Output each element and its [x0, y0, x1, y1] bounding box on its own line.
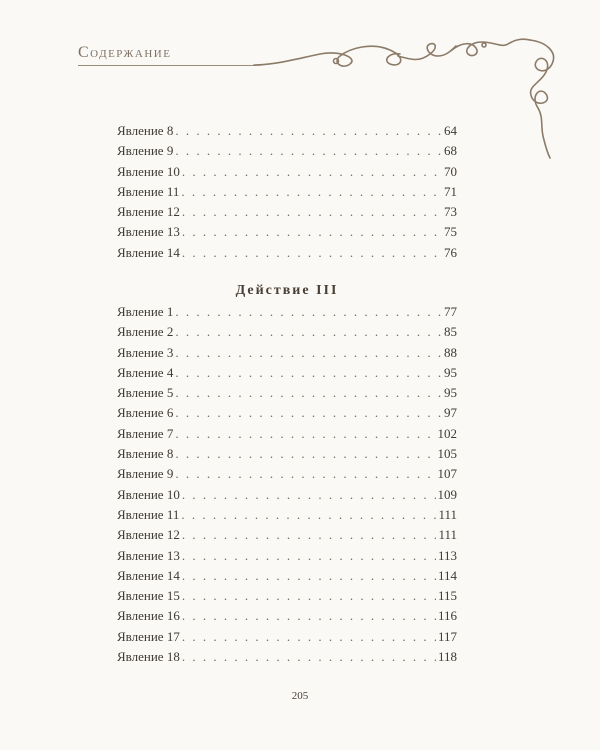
toc-entry[interactable]: [117, 525, 457, 545]
toc-entry-page: 75: [444, 224, 457, 240]
dot-leader: [175, 121, 442, 141]
dot-leader: [182, 647, 436, 667]
toc-entry-label: Явление 18: [117, 649, 180, 665]
toc-entry[interactable]: [117, 424, 457, 444]
dot-leader: [182, 222, 442, 242]
dot-leader: [175, 363, 442, 383]
toc-entry-page: 111: [438, 527, 457, 543]
toc-entry-label: Явление 3: [117, 344, 174, 360]
toc-entry-label: Явление 8: [117, 123, 174, 138]
toc-entry[interactable]: [117, 202, 457, 222]
toc-entry[interactable]: [117, 222, 457, 242]
toc-entry-page: 85: [444, 324, 457, 340]
toc-entry-label: Явление 1: [117, 304, 174, 319]
toc-entry-label: Явление 8: [117, 446, 174, 462]
toc-entry-page: 102: [437, 425, 457, 441]
dot-leader: [175, 424, 435, 444]
dot-leader: [182, 586, 436, 606]
act-heading: Действие III: [235, 283, 339, 298]
toc-entry[interactable]: [117, 606, 457, 626]
toc-group-act2-continued: [117, 121, 457, 263]
toc-entry[interactable]: [117, 343, 457, 363]
toc-entry[interactable]: [117, 505, 457, 525]
dot-leader: [175, 343, 442, 363]
dot-leader: [181, 505, 436, 525]
toc-entry-label: Явление 6: [117, 405, 174, 421]
toc-entry-page: 114: [437, 567, 457, 583]
dot-leader: [182, 525, 437, 545]
toc-entry[interactable]: [117, 182, 457, 202]
toc-entry-page: 68: [444, 143, 457, 159]
toc-entry-label: Явление 13: [117, 547, 180, 563]
toc-entry-label: Явление 12: [117, 527, 180, 543]
toc-entry-page: 73: [444, 204, 457, 220]
toc-entry-label: Явление 11: [117, 183, 180, 199]
toc-entry[interactable]: [117, 322, 457, 342]
toc-entry-label: Явление 10: [117, 486, 180, 502]
toc-entry-label: Явление 12: [117, 204, 180, 220]
toc-entry-label: Явление 9: [117, 466, 174, 482]
toc-entry[interactable]: [117, 647, 457, 667]
dot-leader: [181, 182, 442, 202]
dot-leader: [175, 464, 435, 484]
toc-entry[interactable]: [117, 566, 457, 586]
header-rule: [78, 65, 256, 66]
toc-entry[interactable]: [117, 403, 457, 423]
dot-leader: [175, 322, 442, 342]
dot-leader: [175, 444, 435, 464]
toc-entry-page: 95: [444, 364, 457, 380]
toc-entry[interactable]: [117, 383, 457, 403]
toc-entry[interactable]: [117, 464, 457, 484]
toc-entry-page: 105: [437, 446, 457, 462]
toc-entry-page: 117: [437, 628, 457, 644]
toc-entry-page: 71: [444, 183, 457, 199]
toc-entry[interactable]: [117, 141, 457, 161]
toc-entry-page: 111: [438, 506, 457, 522]
dot-leader: [182, 202, 442, 222]
toc-entry[interactable]: [117, 444, 457, 464]
toc-entry-page: 76: [444, 244, 457, 260]
dot-leader: [175, 383, 442, 403]
toc-entry-page: 113: [437, 547, 457, 563]
toc-entry-page: 88: [444, 344, 457, 360]
toc-entry-label: Явление 5: [117, 385, 174, 401]
dot-leader: [175, 302, 442, 322]
toc-entry-label: Явление 10: [117, 163, 180, 179]
dot-leader: [182, 566, 436, 586]
toc-entry[interactable]: [117, 121, 457, 141]
dot-leader: [182, 243, 442, 263]
toc-group-act3: [117, 302, 457, 667]
dot-leader: [182, 162, 442, 182]
toc-entry-page: 95: [444, 385, 457, 401]
toc-entry-label: Явление 17: [117, 628, 180, 644]
toc-entry-label: Явление 14: [117, 244, 180, 260]
toc-entry[interactable]: [117, 546, 457, 566]
dot-leader: [182, 546, 436, 566]
toc-entry-page: 115: [437, 588, 457, 604]
dot-leader: [182, 606, 436, 626]
dot-leader: [175, 403, 442, 423]
toc-entry-label: Явление 11: [117, 506, 180, 522]
toc-entry-page: 77: [444, 304, 457, 319]
toc-entry-page: 70: [444, 163, 457, 179]
page-number: 205: [291, 690, 309, 702]
toc-entry-label: Явление 2: [117, 324, 174, 340]
toc-entry-label: Явление 4: [117, 364, 174, 380]
toc-entry[interactable]: [117, 363, 457, 383]
dot-leader: [182, 627, 436, 647]
toc-entry-page: 97: [444, 405, 457, 421]
toc-entry-page: 107: [437, 466, 457, 482]
toc-entry-label: Явление 9: [117, 143, 174, 159]
dot-leader: [182, 485, 436, 505]
toc-entry[interactable]: [117, 162, 457, 182]
toc-entry-label: Явление 16: [117, 608, 180, 624]
toc-entry-page: 64: [444, 123, 457, 138]
toc-entry-label: Явление 14: [117, 567, 180, 583]
toc-entry-label: Явление 7: [117, 425, 174, 441]
toc-entry[interactable]: [117, 485, 457, 505]
toc-entry-page: 109: [437, 486, 457, 502]
running-header-title: Содержание: [78, 44, 172, 61]
toc-entry[interactable]: [117, 627, 457, 647]
dot-leader: [175, 141, 442, 161]
toc-entry-label: Явление 15: [117, 588, 180, 604]
toc-entry-page: 116: [437, 608, 457, 624]
toc-entry[interactable]: [117, 586, 457, 606]
toc-entry[interactable]: [117, 302, 457, 322]
toc-entry-page: 118: [437, 649, 457, 665]
toc-entry-label: Явление 13: [117, 224, 180, 240]
toc-entry[interactable]: [117, 243, 457, 263]
